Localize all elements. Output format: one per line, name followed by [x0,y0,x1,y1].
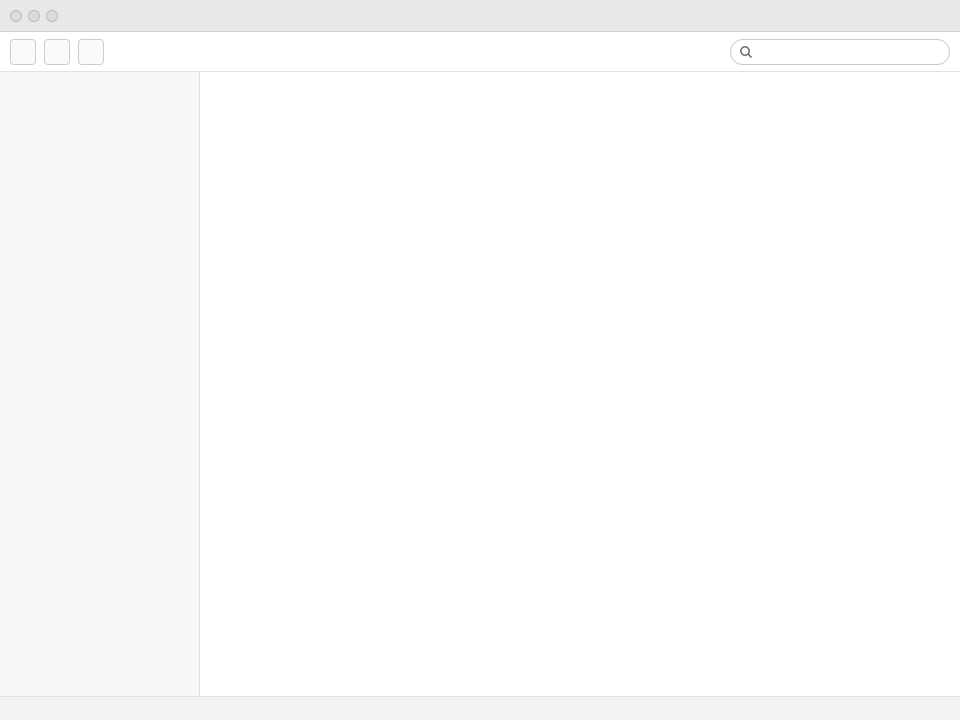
content-area [0,72,960,696]
sidebar-item-4[interactable] [0,170,199,200]
sidebar-item-3[interactable] [0,140,199,170]
toolbar-button-2[interactable] [44,39,70,65]
search-input[interactable] [759,44,941,60]
sidebar-item-1[interactable] [0,80,199,110]
toolbar-button-1[interactable] [10,39,36,65]
status-bar [0,696,960,720]
minimize-window-button[interactable] [28,10,40,22]
sidebar [0,72,200,696]
search-box[interactable] [730,39,950,65]
sidebar-item-2[interactable] [0,110,199,140]
window-controls [10,10,58,22]
main-panel [200,72,960,696]
title-bar [0,0,960,32]
close-window-button[interactable] [10,10,22,22]
sidebar-item-5[interactable] [0,200,199,230]
search-icon [739,45,753,59]
toolbar-button-3[interactable] [78,39,104,65]
toolbar [0,32,960,72]
maximize-window-button[interactable] [46,10,58,22]
